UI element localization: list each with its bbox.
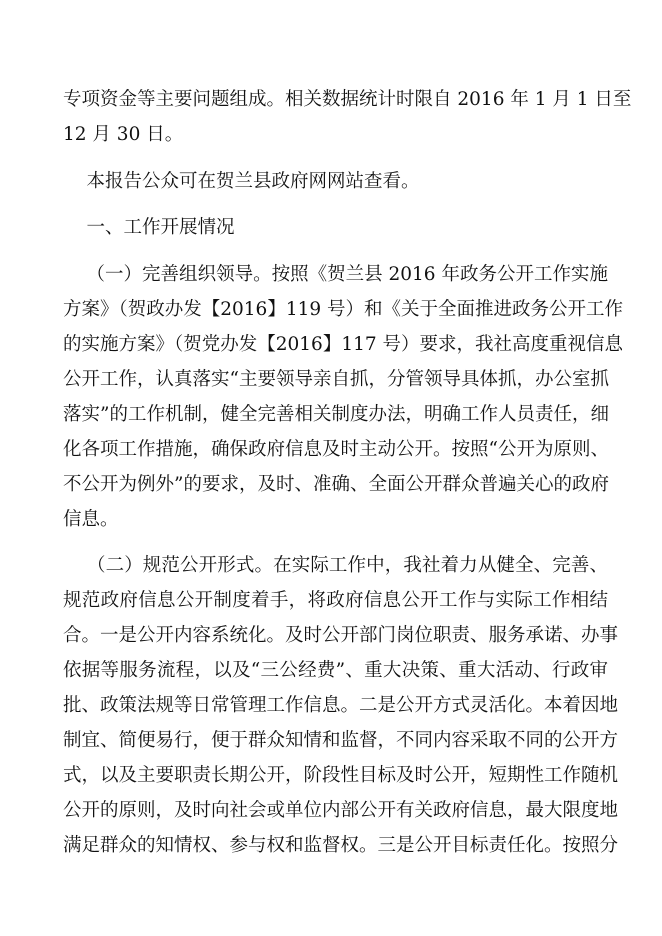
text-line: 专项资金等主要问题组成。相关数据统计时限自 2016 年 1 月 1 日至 (63, 89, 632, 110)
text-line: 公开工作，认真落实“主要领导亲自抓，分管领导具体抓，办公室抓 (63, 369, 609, 390)
text-line: 依据等服务流程，以及“三公经费”、重大决策、重大活动、行政审 (63, 660, 608, 681)
text-line: 公开的原则，及时向社会或单位内部公开有关政府信息，最大限度地 (63, 800, 619, 821)
text-line: 规范政府信息公开制度着手，将政府信息公开工作与实际工作相结 (63, 590, 608, 611)
text-line: 不公开为例外”的要求，及时、准确、全面公开群众普遍关心的政府 (63, 474, 609, 495)
text-line: 信息。 (63, 509, 119, 530)
text-line: 制宜、简便易行，便于群众知情和监督，不同内容采取不同的公开方 (63, 730, 619, 751)
text-line: 满足群众的知情权、参与权和监督权。三是公开目标责任化。按照分 (63, 835, 619, 856)
text-line: 化各项工作措施，确保政府信息及时主动公开。按照“公开为原则、 (63, 439, 609, 460)
text-line: 的实施方案》（贺党办发【2016】117 号）要求，我社高度重视信息 (63, 334, 624, 355)
text-line: 式，以及主要职责长期公开，阶段性目标及时公开，短期性工作随机 (63, 765, 619, 786)
section-heading: 一、工作开展情况 (63, 217, 235, 238)
text-line: （二）规范公开形式。在实际工作中，我社着力从健全、完善、 (63, 555, 608, 576)
text-line: 本报告公众可在贺兰县政府网网站查看。 (63, 171, 420, 192)
text-line: （一）完善组织领导。按照《贺兰县 2016 年政务公开工作实施 (63, 264, 608, 285)
text-line: 合。一是公开内容系统化。及时公开部门岗位职责、服务承诺、办事 (63, 625, 619, 646)
text-line: 12 月 30 日。 (63, 124, 184, 145)
text-line: 批、政策法规等日常管理工作信息。二是公开方式灵活化。本着因地 (63, 695, 619, 716)
text-line: 方案》（贺政办发【2016】119 号）和《关于全面推进政务公开工作 (63, 299, 624, 320)
text-line: 落实”的工作机制，健全完善相关制度办法，明确工作人员责任，细 (63, 404, 609, 425)
